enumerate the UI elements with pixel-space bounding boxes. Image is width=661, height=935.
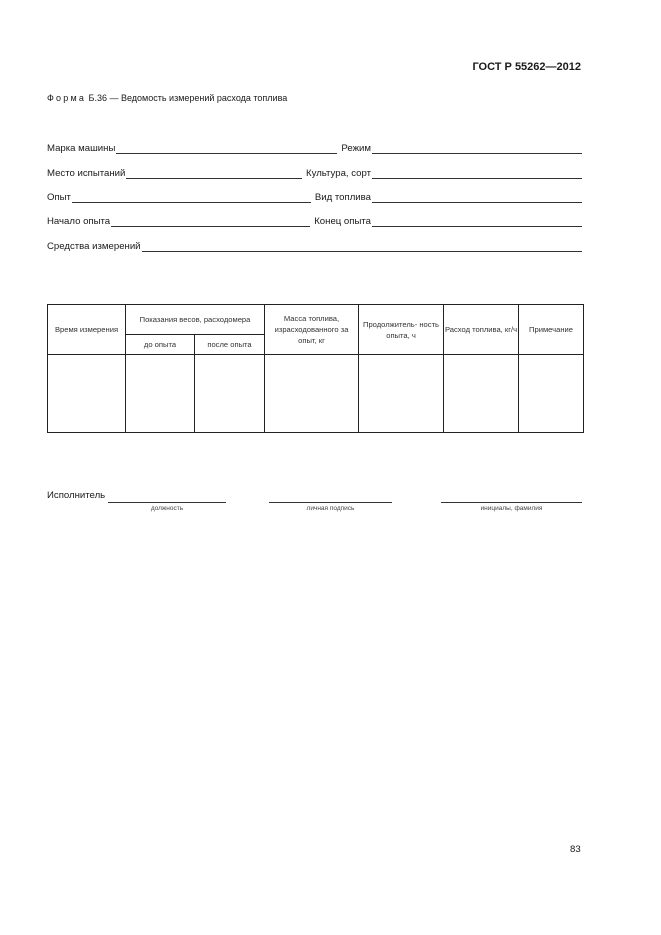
form-label: Форма xyxy=(47,93,87,103)
instruments-field[interactable] xyxy=(142,240,582,252)
fuel-type-field[interactable] xyxy=(372,191,582,203)
end-label: Конец опыта xyxy=(314,216,371,227)
field-row-start xyxy=(47,213,582,227)
standard-number: ГОСТ Р 55262—2012 xyxy=(472,61,581,73)
table-cell[interactable] xyxy=(195,355,265,433)
instruments-label: Средства измерений xyxy=(47,241,141,252)
machine-field[interactable] xyxy=(116,142,337,154)
form-number: Б.36 — xyxy=(86,93,121,103)
test-place-label: Место испытаний xyxy=(47,168,126,179)
field-row-instruments xyxy=(47,238,582,252)
header-readings: Показания весов, расходомера xyxy=(126,305,265,335)
header-time: Время измерения xyxy=(48,305,126,355)
start-label: Начало опыта xyxy=(47,216,111,227)
signature-caption: личная подпись xyxy=(306,505,355,512)
mode-field[interactable] xyxy=(372,142,582,154)
table-cell[interactable] xyxy=(444,355,519,433)
position-caption: должность xyxy=(150,505,184,512)
header-before: до опыта xyxy=(126,335,195,355)
crop-label: Культура, сорт xyxy=(306,168,371,179)
form-name: Ведомость измерений расхода топлива xyxy=(120,93,288,103)
table-cell[interactable] xyxy=(265,355,359,433)
field-row-machine xyxy=(47,140,582,154)
name-field[interactable] xyxy=(441,490,582,503)
name-caption: инициалы, фамилия xyxy=(480,505,543,512)
crop-field[interactable] xyxy=(372,167,582,179)
executor-label: Исполнитель xyxy=(47,490,106,501)
start-field[interactable] xyxy=(111,215,310,227)
machine-label: Марка машины xyxy=(47,143,116,154)
header-note: Примечание xyxy=(519,305,584,355)
field-row-place xyxy=(47,165,582,179)
signature-field[interactable] xyxy=(269,490,392,503)
position-field[interactable] xyxy=(108,490,226,503)
page-number: 83 xyxy=(570,844,581,855)
test-place-field[interactable] xyxy=(126,167,302,179)
header-duration: Продолжитель- ность опыта, ч xyxy=(359,305,444,355)
table-row xyxy=(48,355,584,433)
form-title xyxy=(47,93,287,103)
header-rate: Расход топлива, кг/ч xyxy=(444,305,519,355)
table-cell[interactable] xyxy=(359,355,444,433)
table-cell[interactable] xyxy=(519,355,584,433)
header-mass: Масса топлива, израсходованного за опыт, кг xyxy=(265,305,359,355)
end-field[interactable] xyxy=(372,215,582,227)
fuel-type-label: Вид топлива xyxy=(314,192,371,203)
header-after: после опыта xyxy=(195,335,265,355)
field-row-experiment xyxy=(47,189,582,203)
table-cell[interactable] xyxy=(126,355,195,433)
experiment-field[interactable] xyxy=(72,191,311,203)
table-cell[interactable] xyxy=(48,355,126,433)
fuel-measurement-table xyxy=(47,304,584,433)
experiment-label: Опыт xyxy=(47,192,71,203)
mode-label: Режим xyxy=(341,143,371,154)
